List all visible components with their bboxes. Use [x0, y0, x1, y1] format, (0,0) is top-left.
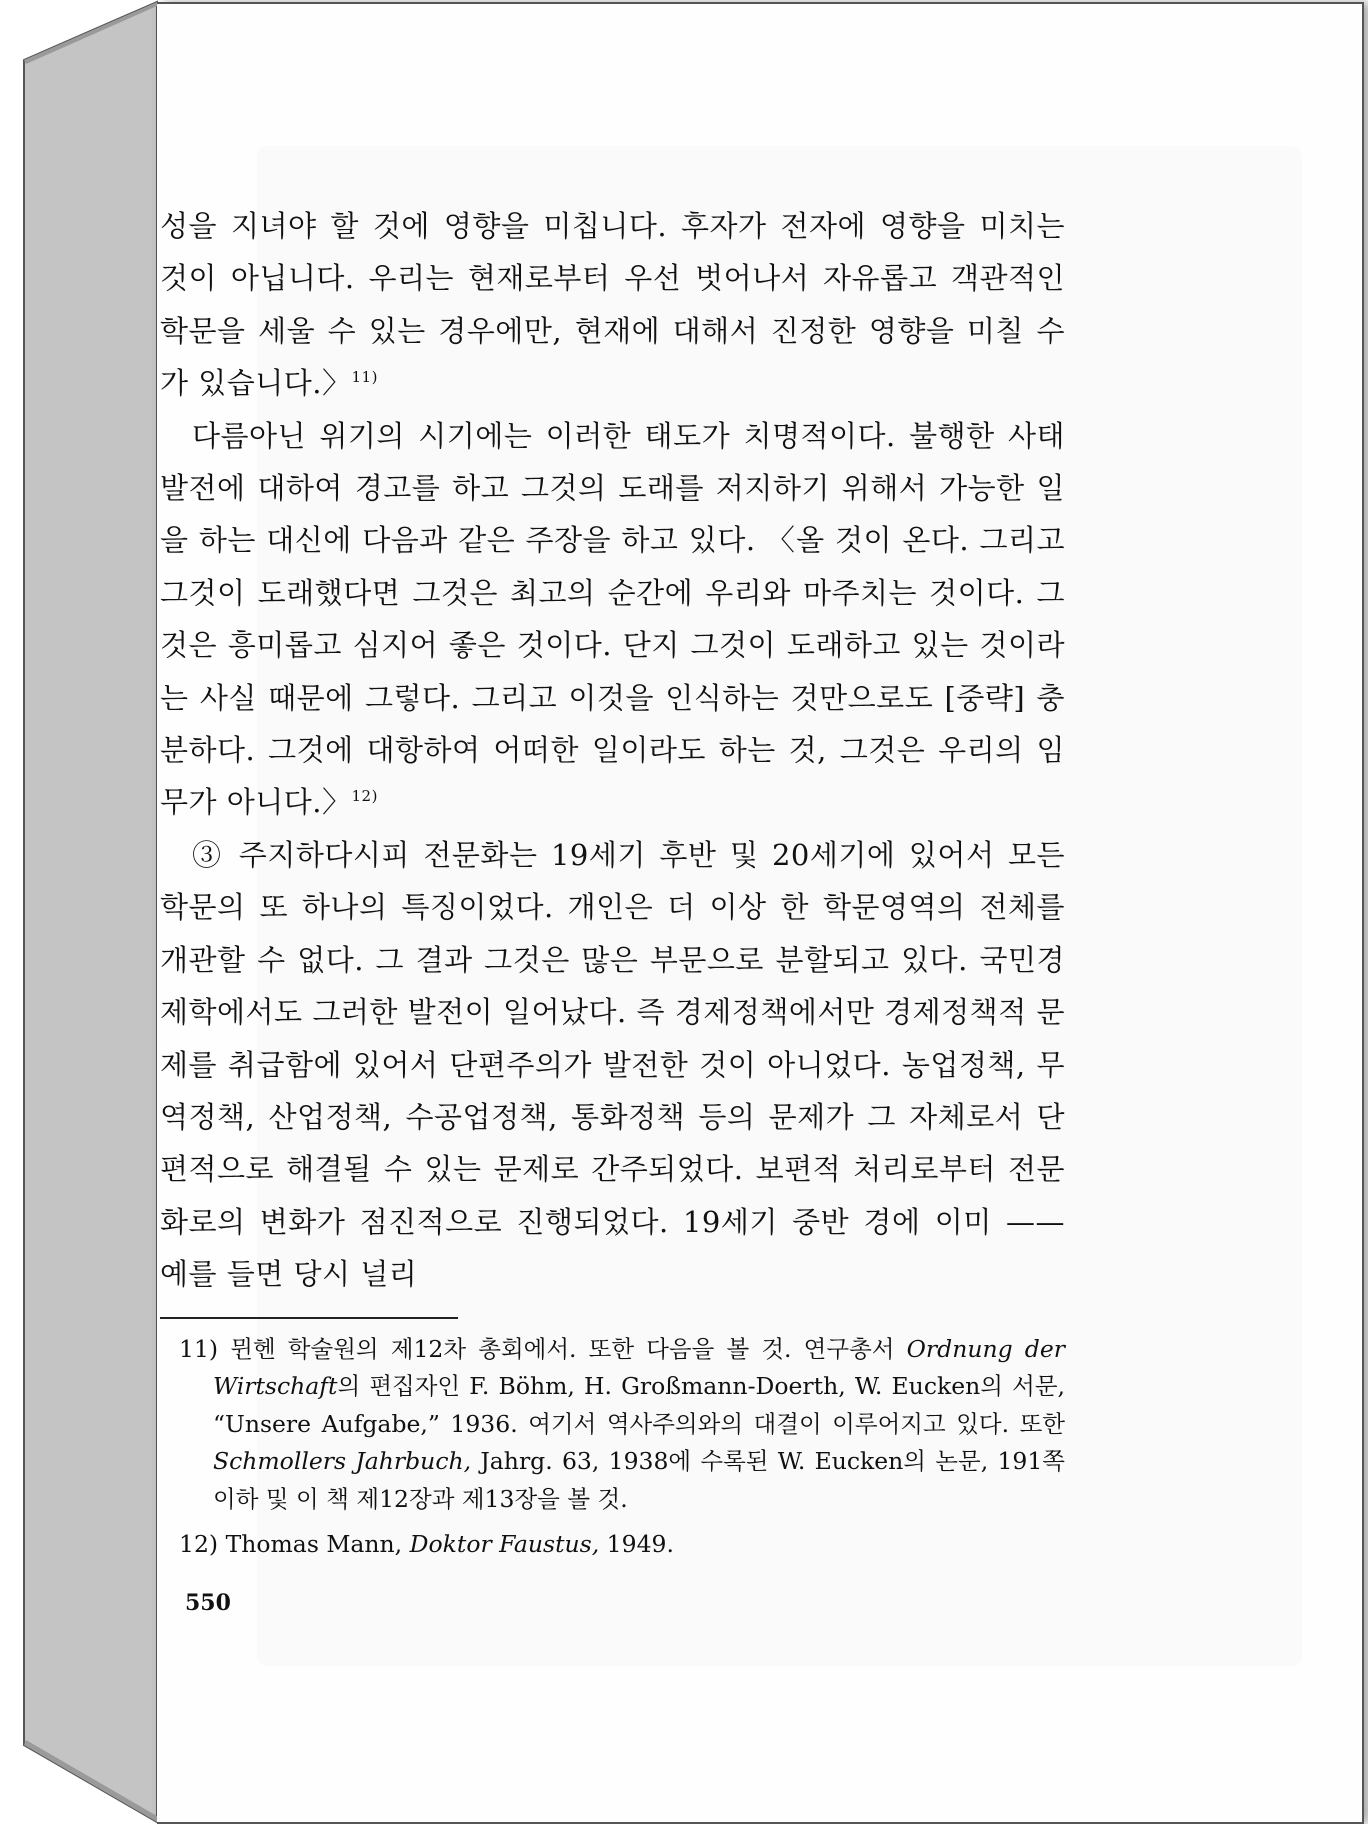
footnote-text: 1949. [599, 1530, 674, 1559]
paragraph-text: 성을 지녀야 할 것에 영향을 미칩니다. 후자가 전자에 영향을 미치는 것이 아닙니다. 우리는 현재로부터 우선 벗어나서 자유롭고 객관적인 학문을 세울 수 있는 경우에만, 현재에 대해서 진정한 영향을 미칠 수가 있습니다.〉 [160, 209, 1065, 401]
body-paragraph [160, 410, 1065, 829]
footnote-title: Ordnung der Wirtschaft [213, 1334, 1065, 1401]
footnote-text: Thomas Mann, [225, 1530, 410, 1559]
footnote-number: 11) [179, 1334, 219, 1363]
book-spine [0, 0, 160, 1824]
footnote-ref: 11) [351, 368, 378, 387]
footnote-divider [160, 1317, 458, 1319]
page-number: 550 [185, 1590, 231, 1616]
footnote-text: 뮌헨 학술원의 제12차 총회에서. 또한 다음을 볼 것. 연구총서 [230, 1334, 907, 1363]
page-text [160, 200, 1065, 1572]
paragraph-text: ③ 주지하다시피 전문화는 19세기 후반 및 20세기에 있어서 모든 학문의 또 하나의 특징이었다. 개인은 더 이상 한 학문영역의 전체를 개관할 수 없다. 그 결과 그것은 많은 부문으로 분할되고 있다. 국민경제학에서도 그러한 발전이 일어났다. 즉 경제정책에서만 경제정책적 문제를 취급함에 있어서 단편주의가 발전한 것이 아니었다. 농업정책, 무역정책, 산업정책, 수공업정책, 통화정책 등의 문제가 그 자체로서 단편적으로 해결될 수 있는 문제로 간주되었다. 보편적 처리로부터 전문화로의 변화가 점진적으로 진행되었다. 19세기 중반 경에 이미 —— 예를 들면 당시 널리 [160, 837, 1065, 1292]
body-paragraph [160, 200, 1065, 410]
body-paragraph [160, 829, 1065, 1301]
paragraph-text: 다름아닌 위기의 시기에는 이러한 태도가 치명적이다. 불행한 사태발전에 대하여 경고를 하고 그것의 도래를 저지하기 위해서 가능한 일을 하는 대신에 다음과 같은 주장을 하고 있다. 〈올 것이 온다. 그리고 그것이 도래했다면 그것은 최고의 순간에 우리와 마주치는 것이다. 그것은 흥미롭고 심지어 좋은 것이다. 단지 그것이 도래하고 있는 것이라는 사실 때문에 그렇다. 그리고 이것을 인식하는 것만으로도 [중략] 충분하다. 그것에 대항하여 어떠한 일이라도 하는 것, 그것은 우리의 임무가 아니다.〉 [160, 418, 1065, 820]
footnote-text: 의 편집자인 F. Böhm, H. Großmann-Doerth, W. Eucken의 서문, “Unsere Aufgabe,” 1936. 여기서 역사주의와의 대결이 이루어지고 있다. 또한 [213, 1372, 1065, 1438]
footnote-ref: 12) [351, 787, 378, 806]
footnote-title: Schmollers Jahrbuch, [213, 1447, 472, 1476]
footnote-text: Jahrg. 63, 1938에 수록된 W. Eucken의 논문, 191쪽 이하 및 이 책 제12장과 제13장을 볼 것. [213, 1447, 1065, 1513]
footnote-title: Doktor Faustus, [409, 1530, 600, 1559]
footnote [160, 1526, 1065, 1564]
footnote-number: 12) [179, 1530, 219, 1559]
footnote [160, 1331, 1065, 1519]
